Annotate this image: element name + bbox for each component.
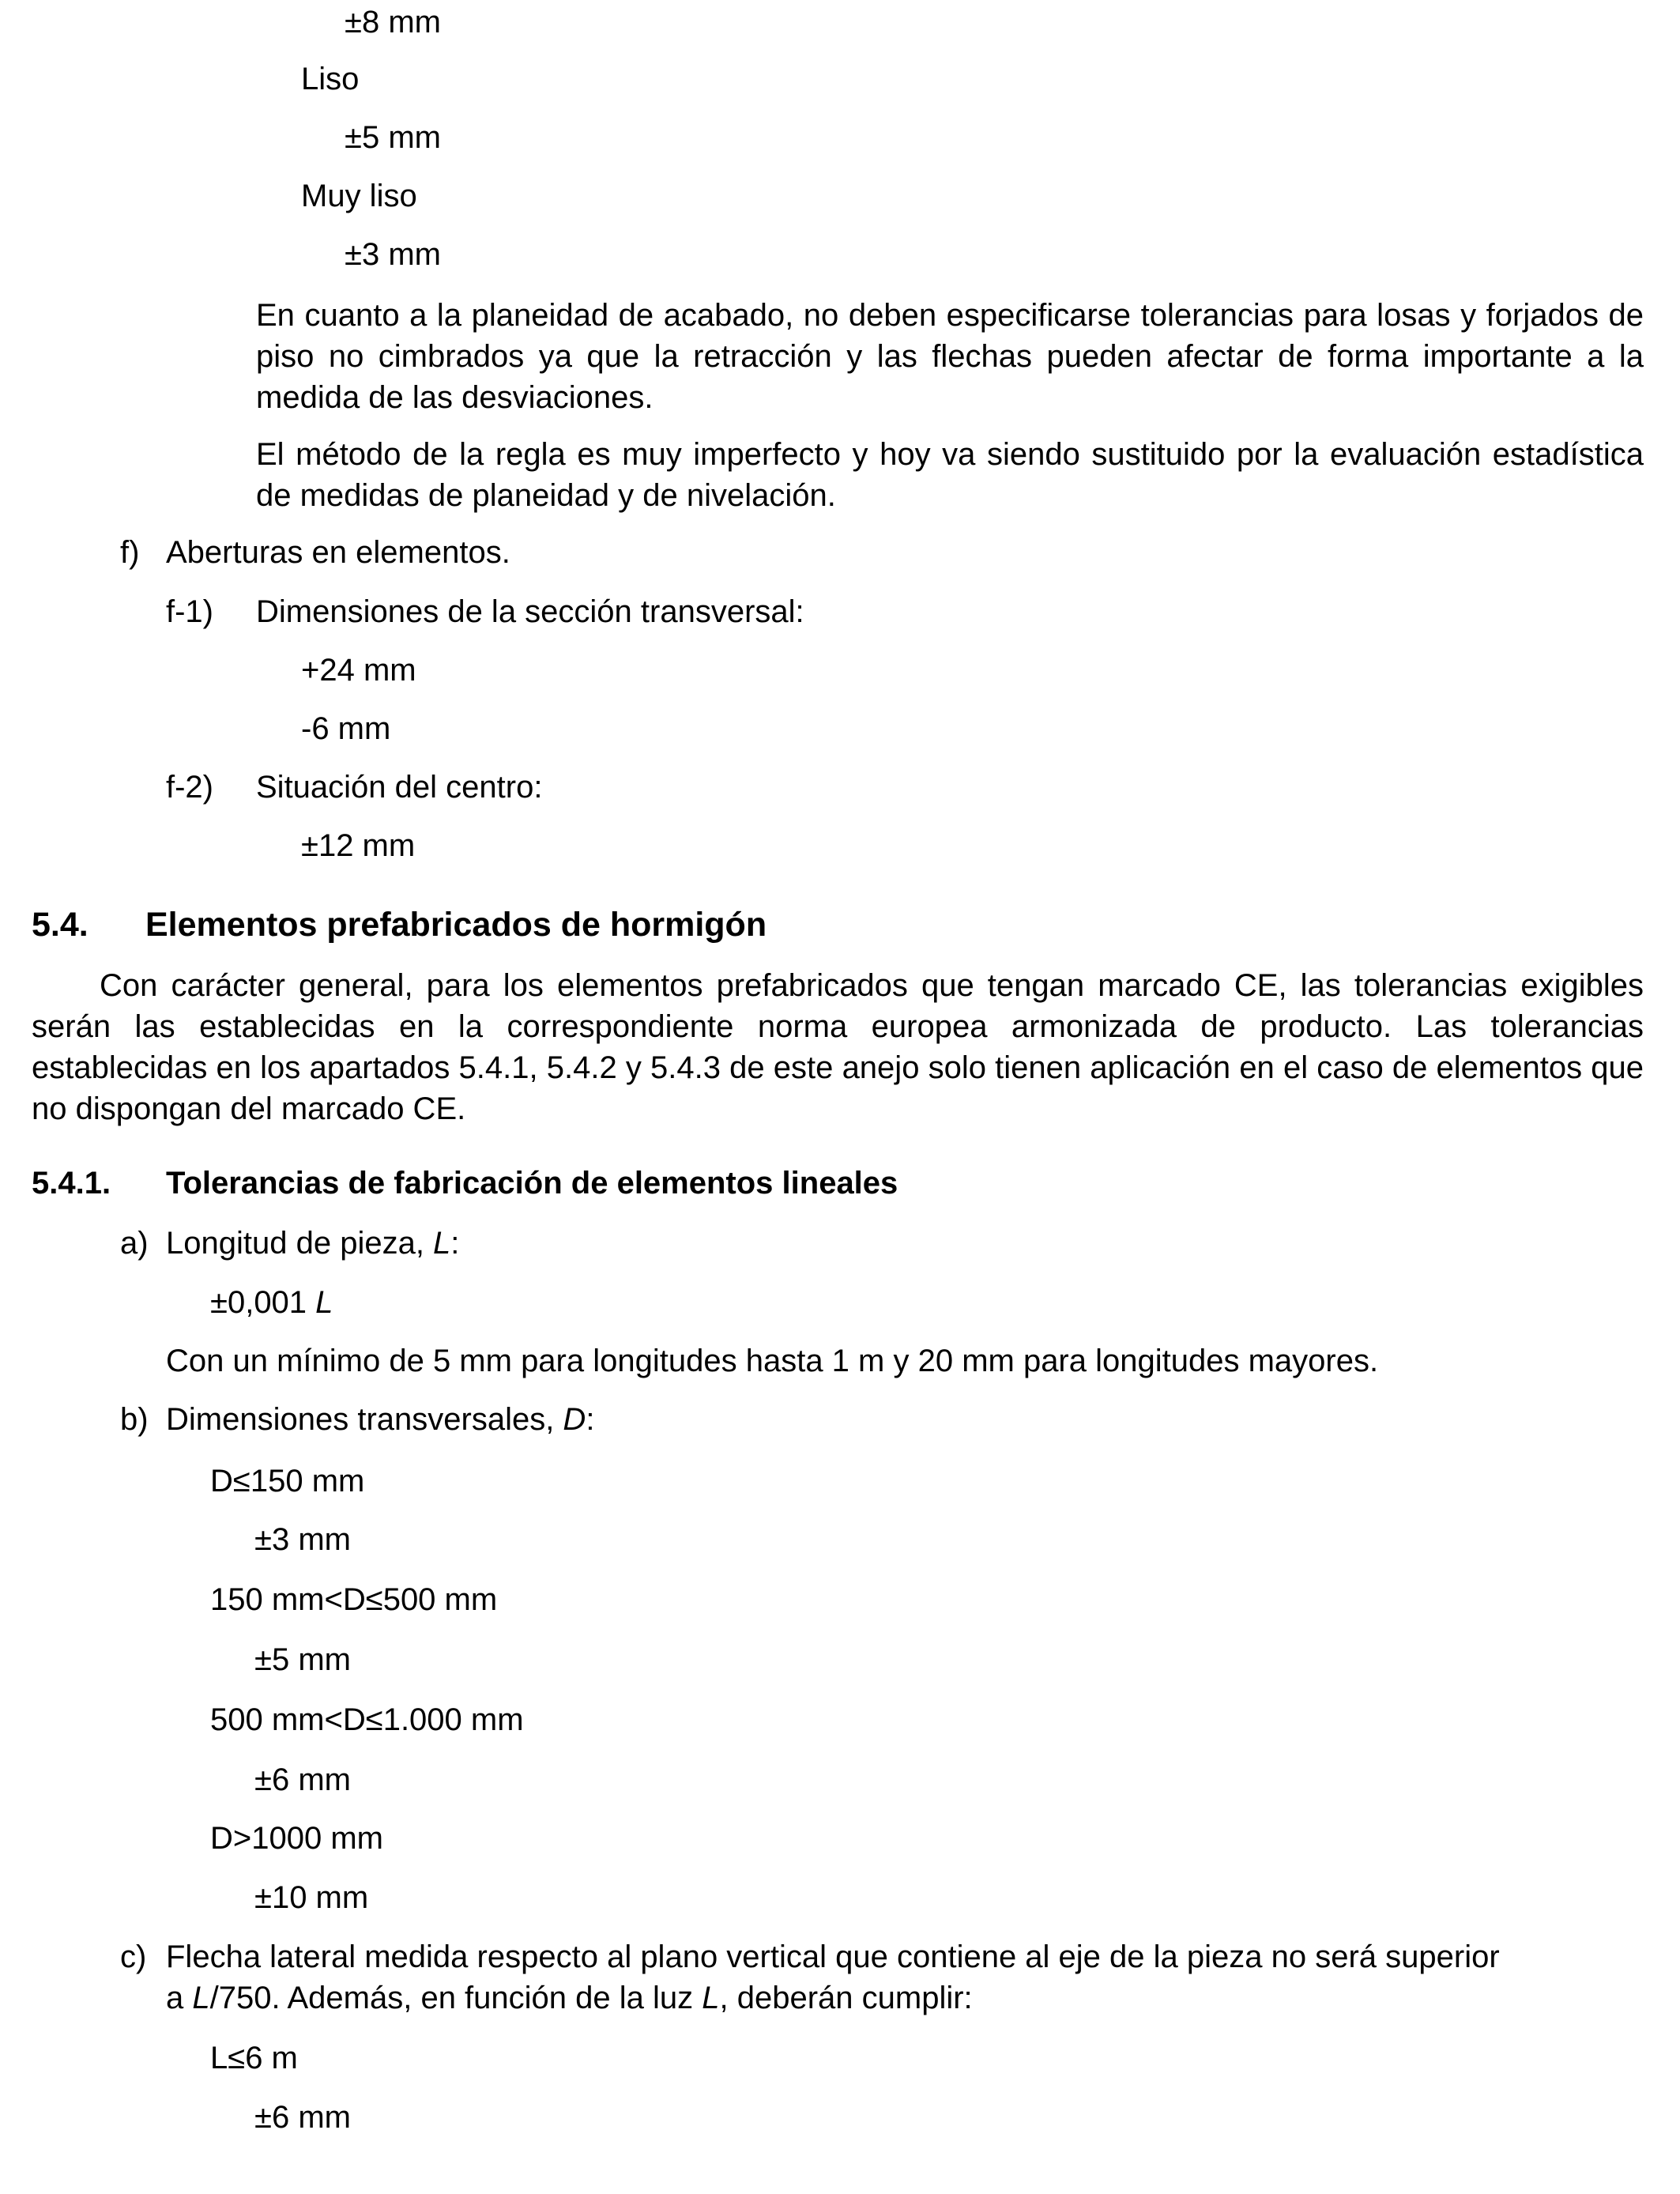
list-item-note: Con un mínimo de 5 mm para longitudes hasta 1 m y 20 mm para longitudes mayores. [166, 1344, 1379, 1378]
finish-type-label: Liso [301, 62, 360, 96]
list-item-label: a) [120, 1226, 149, 1261]
paragraph-regla: El método de la regla es muy imperfecto y hoy va siendo sustituido por la evaluación estadística de medidas de planeidad y de nivelación. [256, 437, 1644, 513]
tolerance-value: +24 mm [301, 653, 416, 688]
list-item-text: Flecha lateral medida respecto al plano vertical que contiene al eje de la pieza no será superior [166, 1940, 1500, 1974]
tolerance-value: ±6 mm [254, 2100, 351, 2135]
section-title: Elementos prefabricados de hormigón [145, 906, 767, 944]
tolerance-value: ±3 mm [345, 237, 441, 272]
list-item-text: Dimensiones transversales, D: [166, 1402, 595, 1437]
paragraph-planeidad: En cuanto a la planeidad de acabado, no deben especificarse tolerancias para losas y forjados de piso no cimbrados ya que la retracción y las flechas pueden afectar de forma importante a la medida de las desviaciones. [256, 298, 1644, 415]
tolerance-value: ±6 mm [254, 1762, 351, 1797]
finish-type-label: Muy liso [301, 179, 417, 213]
list-item-text: Longitud de pieza, L: [166, 1226, 460, 1261]
tolerance-value: ±3 mm [254, 1522, 351, 1557]
subsection-number: 5.4.1. [32, 1166, 111, 1201]
dimension-range: D≤150 mm [210, 1464, 365, 1498]
paragraph-general: Con carácter general, para los elementos prefabricados que tengan marcado CE, las tolerancias exigibles serán las establecidas en la correspondiente norma europea armonizada de producto. Las tolerancias establecidas en los apartados 5.4.1, 5.4.2 y 5.4.3 de este anejo solo tienen aplicación en el caso de elementos que no dispongan del marcado CE. [32, 968, 1644, 1126]
sublist-item-label: f-1) [166, 594, 213, 629]
list-item-label: f) [120, 535, 140, 570]
dimension-range: 500 mm<D≤1.000 mm [210, 1702, 524, 1737]
tolerance-value: ±5 mm [345, 120, 441, 155]
tolerance-value: ±5 mm [254, 1642, 351, 1677]
list-item-label: c) [120, 1940, 147, 1974]
tolerance-value: ±0,001 L [210, 1285, 333, 1320]
section-number: 5.4. [32, 906, 89, 944]
list-item-text: a L/750. Además, en función de la luz L, deberán cumplir: [166, 1981, 973, 2015]
list-item-text: Aberturas en elementos. [166, 535, 510, 570]
subsection-title: Tolerancias de fabricación de elementos lineales [166, 1166, 898, 1201]
span-range: L≤6 m [210, 2041, 298, 2075]
sublist-item-text: Dimensiones de la sección transversal: [256, 594, 804, 629]
tolerance-value: ±8 mm [345, 5, 441, 40]
dimension-range: D>1000 mm [210, 1821, 383, 1856]
dimension-range: 150 mm<D≤500 mm [210, 1582, 498, 1617]
sublist-item-label: f-2) [166, 770, 213, 805]
tolerance-value: ±10 mm [254, 1880, 369, 1915]
sublist-item-text: Situación del centro: [256, 770, 543, 805]
tolerance-value: ±12 mm [301, 828, 416, 863]
tolerance-value: -6 mm [301, 711, 391, 746]
list-item-label: b) [120, 1402, 149, 1437]
